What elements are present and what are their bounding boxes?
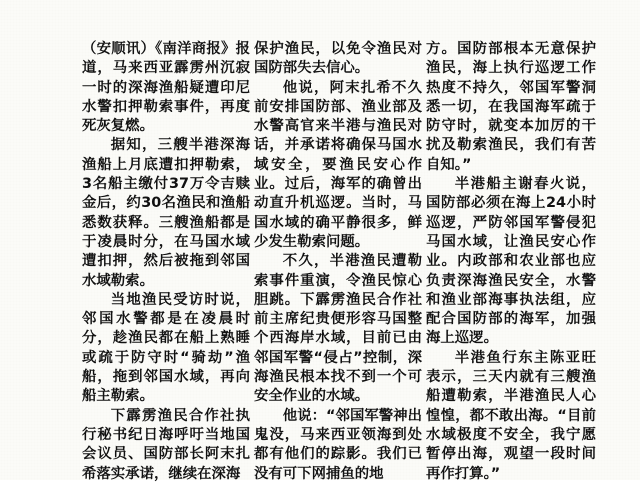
- article-paragraph: 半港鱼行东主陈亚旺表示，三天内就有三艘渔船遭勒索，半港渔民人心惶惶，都不敢出海。“目前水域极度不安全，我宁愿暂停出海，观望一段时间再作打算。”: [426, 349, 596, 482]
- article-paragraph: （安顺讯）《南洋商报》报道，马来西亚霹雳州沉寂一时的深海渔船疑遭印尼水警扣押勒索事件，再度死灰复燃。: [82, 41, 250, 135]
- article-column-2: [254, 40, 422, 482]
- article-column-3: [426, 40, 596, 482]
- article-paragraph: 当地渔民受访时说，邻国水警都是在凌晨时分，趁渔民都在船上熟睡或疏于防守时“骑劫”渔船，拖到邻国水域，再向船主勒索。: [82, 291, 250, 405]
- article-paragraph: 方。国防部根本无意保护渔民，海上执行巡逻工作热度不持久，邻国军警洞悉一切，在我国海军疏于防守时，就变本加厉的干扰及勒索渔民，我们有苦自知。”: [426, 41, 596, 173]
- article-paragraph: 下霹雳渔民合作社执行秘书纪日海呼吁当地国会议员、国防部长阿末扎希落实承诺，继续在深海: [82, 407, 250, 482]
- article-paragraph: 他说：“邻国军警神出鬼没，马来西亚领海到处都有他们的踪影。我们已没有可下网捕鱼的地: [254, 407, 422, 482]
- article-paragraph: 不久，半港渔民遭勒索事件重演，令渔民惊心胆跳。下霹雳渔民合作社前主席纪贵便形容马国整个西海岸水域，目前已由邻国军警“侵占”控制，深海渔民根本找不到一个可安全作业的水域。: [254, 253, 422, 405]
- article-paragraph: 据知，三艘半港深海渔船上月底遭扣押勒索，3名船主缴付37万令吉赎金后，约30名渔民和渔船悉数获释。三艘渔船都是于凌晨时分，在马国水域遭扣押，然后被拖到邻国水域勒索。: [82, 137, 250, 289]
- article-paragraph: 半港船主谢春火说，国防部必须在海上24小时巡逻，严防邻国军警侵犯马国水域，让渔民安心作业。内政部和农业部也应负责深海渔民安全，水警和渔业部海事执法组，应配合国防部的海军，加强海上巡逻。: [426, 176, 596, 347]
- article-paragraph: 保护渔民，以免令渔民对国防部失去信心。: [254, 41, 422, 77]
- article-column-1: [82, 40, 250, 482]
- article-paragraph: 他说，阿末扎希不久前安排国防部、渔业部及水警高官来半港与渔民对话，并承诺将确保马国水域安全，要渔民安心作业。过后，海军的确曾出动直升机巡逻。当时，马国水域的确平静很多，鲜少发生勒索问题。: [254, 79, 422, 250]
